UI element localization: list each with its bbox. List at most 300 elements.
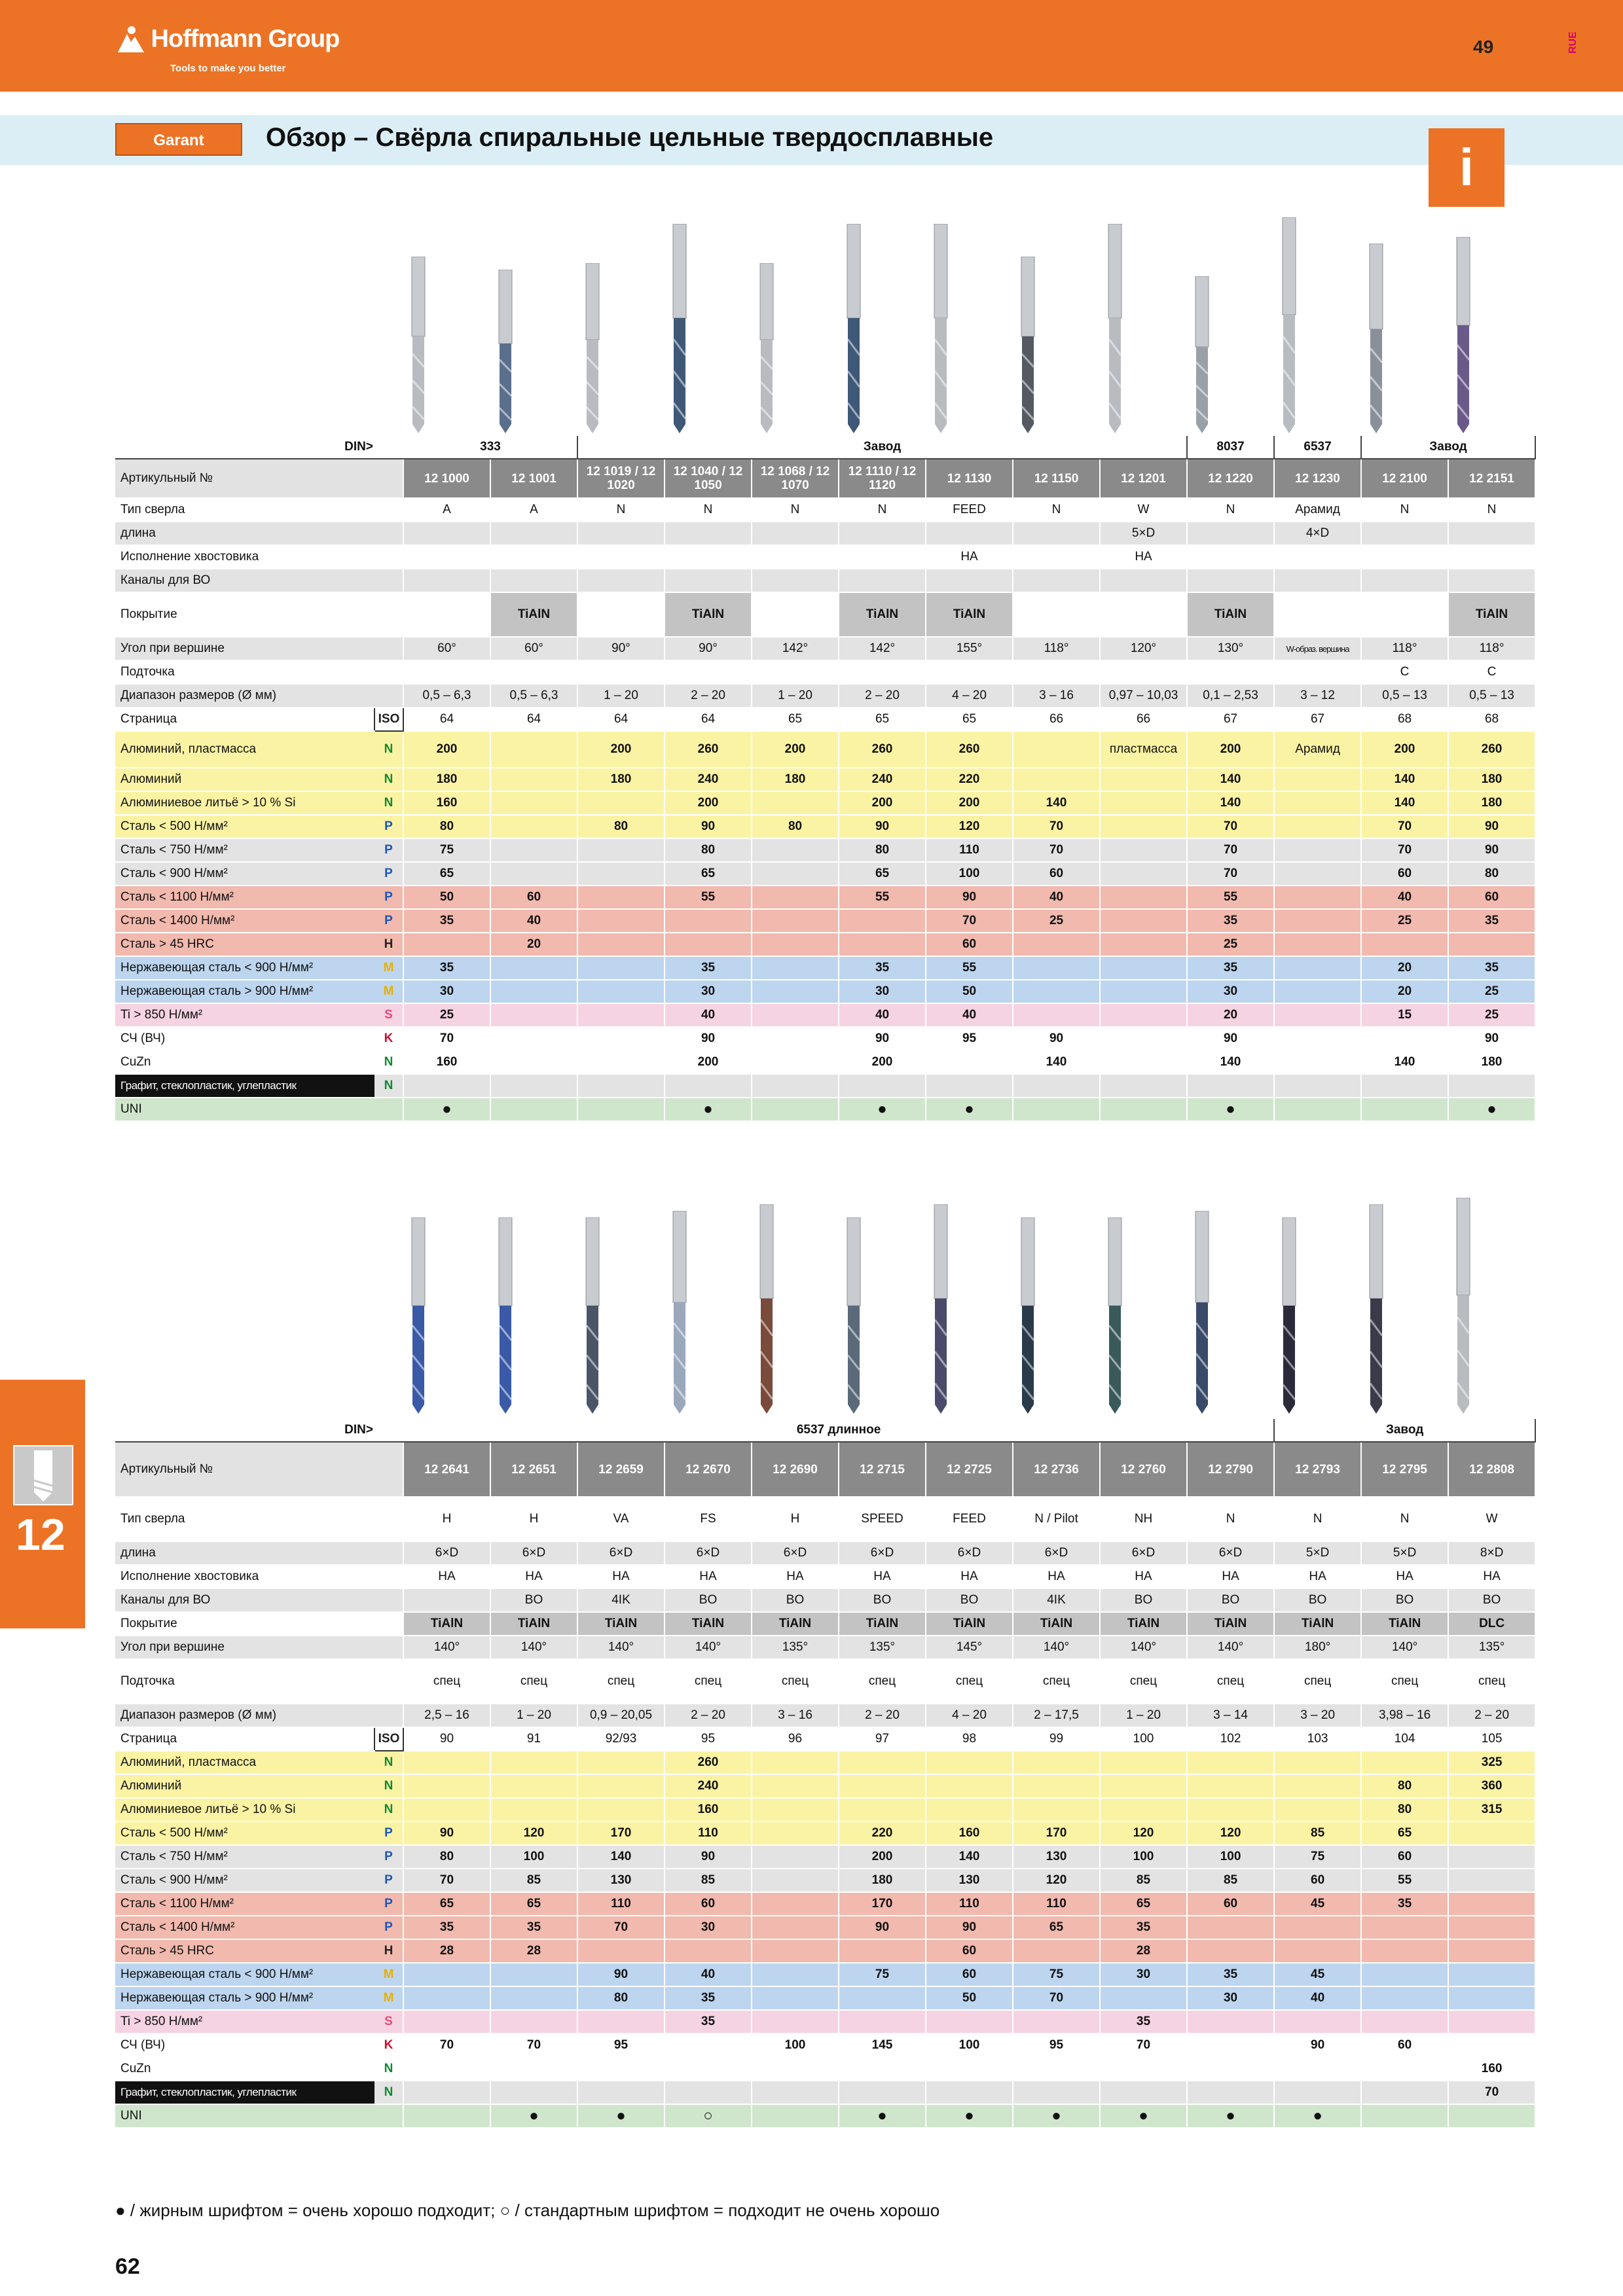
cutting-speed-cell [490,768,577,791]
shank-row-cell [839,545,926,569]
cutting-speed-cell: 120 [1187,1821,1274,1845]
cutting-speed-cell: 40 [1361,886,1448,909]
drill-type-row-cell: N [752,498,839,522]
cutting-speed-cell [1100,838,1187,862]
point-thinning-row-cell [490,660,577,684]
coolant-row-cell: BO [926,1588,1013,1612]
page-cell: 67 [1187,708,1274,731]
cutting-speed-cell: 160 [403,791,490,815]
uni-cell: ● [490,2104,577,2128]
point-angle-row-cell: 145° [926,1636,1013,1659]
cutting-speed-cell [577,886,665,909]
cutting-speed-cell: 25 [1187,933,1274,956]
point-thinning-row-cell [1100,660,1187,684]
cutting-speed-cell [1448,1869,1535,1892]
cutting-speed-cell: 95 [1013,2034,1100,2057]
cutting-speed-cell: 140 [1187,768,1274,791]
material-label: Сталь > 45 HRC [115,933,374,956]
drill-type-row-cell: N [665,498,752,522]
drill-type-row-cell: FEED [926,1497,1013,1541]
point-thinning-row-cell: спец [926,1659,1013,1704]
iso-group-P: P [374,909,403,933]
cutting-speed-cell: 75 [1013,1963,1100,1986]
length-row-cell [1187,522,1274,545]
coating-row-cell: TiAlN [577,1612,665,1636]
material-label: Алюминий [115,768,374,791]
cutting-speed-cell: 35 [1187,909,1274,933]
coolant-row-cell [752,569,839,592]
cutting-speed-cell [1013,768,1100,791]
point-thinning-row-cell [1187,660,1274,684]
cutting-speed-cell: 110 [577,1892,665,1916]
point-thinning-row-cell [1013,660,1100,684]
length-row-cell: 5×D [1274,1541,1361,1565]
cutting-speed-cell [926,1798,1013,1821]
cutting-speed-cell [839,2081,926,2104]
cutting-speed-cell [1448,1986,1535,2010]
cutting-speed-cell [577,956,665,980]
cutting-speed-cell [1013,731,1100,768]
article-number: 12 2715 [839,1442,926,1497]
cutting-speed-cell: 130 [577,1869,665,1892]
drill-image [755,1204,778,1414]
cutting-speed-cell: 100 [1100,1845,1187,1869]
cutting-speed-cell: 80 [665,838,752,862]
cutting-speed-cell: 70 [1013,1986,1100,2010]
point-angle-row-cell: 180° [1274,1636,1361,1659]
shank-row-cell: HA [1100,1565,1187,1588]
page-cell: 65 [926,708,1013,731]
material-label: Сталь < 1400 Н/мм² [115,1916,374,1939]
cutting-speed-cell: 80 [1361,1798,1448,1821]
din-group: Завод [577,436,1187,459]
material-row [115,815,1535,838]
shank-row-cell: HA [665,1565,752,1588]
cutting-speed-cell: 30 [1187,980,1274,1003]
drill-type-row-cell: N / Pilot [1013,1497,1100,1541]
point-angle-row-cell: 118° [1448,637,1535,660]
cutting-speed-cell [665,1074,752,1098]
shank-row-cell: HA [1100,545,1187,569]
coolant-row-cell [1100,569,1187,592]
iso-group-M: M [374,980,403,1003]
iso-group-H: H [374,1939,403,1963]
cutting-speed-cell: 65 [1100,1892,1187,1916]
hoffmann-logo-icon [115,25,148,54]
cutting-speed-cell [1013,980,1100,1003]
point-angle-row-cell: 140° [665,1636,752,1659]
iso-group-P: P [374,862,403,886]
cutting-speed-cell: 180 [1448,1050,1535,1074]
article-number: 12 2760 [1100,1442,1187,1497]
cutting-speed-cell: 200 [839,1050,926,1074]
point-thinning-row-cell: спец [1448,1659,1535,1704]
coating-row-cell: TiAlN [665,1612,752,1636]
page-label: Страница [115,1727,374,1751]
cutting-speed-cell [1274,1751,1361,1774]
material-row [115,909,1535,933]
cutting-speed-cell [1274,768,1361,791]
iso-header: ISO [374,1727,403,1751]
size-range-row-cell: 2 – 20 [839,1704,926,1727]
cutting-speed-cell [1187,1916,1274,1939]
material-row [115,956,1535,980]
point-angle-row-cell: 135° [839,1636,926,1659]
coating-row-cell: TiAlN [1448,592,1535,637]
page-cell: 66 [1100,708,1187,731]
garant-logo: Garant [115,123,242,156]
cutting-speed-cell: 120 [926,815,1013,838]
info-icon[interactable]: i [1429,128,1504,207]
cutting-speed-cell: 200 [839,1845,926,1869]
length-row-cell [1448,522,1535,545]
cutting-speed-cell [665,1939,752,1963]
point-thinning-row-iso-spacer [374,660,403,684]
page-cell: 99 [1013,1727,1100,1751]
cutting-speed-cell: 70 [577,1916,665,1939]
cutting-speed-cell: 70 [1187,838,1274,862]
cutting-speed-cell [1274,1916,1361,1939]
cutting-speed-cell: 55 [1361,1869,1448,1892]
cutting-speed-cell [1448,933,1535,956]
cutting-speed-cell [1100,1074,1187,1098]
cutting-speed-cell [926,1751,1013,1774]
article-number: 12 2670 [665,1442,752,1497]
material-row [115,1986,1535,2010]
uni-row [115,1098,1535,1121]
cutting-speed-cell: 240 [665,1774,752,1798]
cutting-speed-cell: 140 [577,1845,665,1869]
point-thinning-row-cell: спец [1361,1659,1448,1704]
uni-cell [1100,1098,1187,1121]
coating-row-cell: TiAlN [839,592,926,637]
cutting-speed-cell: 40 [665,1003,752,1027]
page-cell: 97 [839,1727,926,1751]
point-angle-row-cell: 140° [1187,1636,1274,1659]
cutting-speed-cell: 60 [1361,1845,1448,1869]
coating-row-cell: TiAlN [1187,592,1274,637]
point-angle-row-cell: 140° [490,1636,577,1659]
cutting-speed-cell: 30 [1100,1963,1187,1986]
cutting-speed-cell: 80 [1448,862,1535,886]
cutting-speed-cell [403,1986,490,2010]
article-number: 12 2100 [1361,459,1448,498]
material-label: Графит, стеклопластик, углепластик [115,1074,374,1098]
cutting-speed-cell [577,1074,665,1098]
cutting-speed-cell: 70 [403,2034,490,2057]
cutting-speed-cell: 140 [1361,1050,1448,1074]
cutting-speed-cell [839,909,926,933]
cutting-speed-cell [403,2057,490,2081]
drill-image [1451,1198,1475,1414]
material-label: Нержавеющая сталь < 900 Н/мм² [115,956,374,980]
material-label: Сталь > 45 HRC [115,1939,374,1963]
cutting-speed-cell: 260 [1448,731,1535,768]
cutting-speed-cell: 65 [1013,1916,1100,1939]
point-angle-row-cell: 140° [1100,1636,1187,1659]
cutting-speed-cell: 70 [1013,838,1100,862]
point-thinning-row-cell: спец [1187,1659,1274,1704]
length-row-cell: 6×D [665,1541,752,1565]
cutting-speed-cell [1013,2081,1100,2104]
cutting-speed-cell: 90 [839,1027,926,1050]
point-thinning-row-cell: спец [577,1659,665,1704]
article-number: 12 2795 [1361,1442,1448,1497]
coolant-row-iso-spacer [374,1588,403,1612]
cutting-speed-cell: 140 [1361,768,1448,791]
size-range-row-cell: 0,5 – 13 [1448,684,1535,708]
cutting-speed-cell [752,1074,839,1098]
cutting-speed-cell [926,2010,1013,2034]
cutting-speed-cell [1361,1986,1448,2010]
material-row [115,2010,1535,2034]
cutting-speed-cell [1187,1074,1274,1098]
length-row [115,1541,1535,1565]
iso-group-P: P [374,886,403,909]
cutting-speed-cell: 180 [839,1869,926,1892]
cutting-speed-cell [490,1798,577,1821]
cutting-speed-cell: 140 [1013,791,1100,815]
chapter-tab[interactable] [0,1380,85,1628]
cutting-speed-cell [1100,886,1187,909]
shank-row-cell: HA [1187,1565,1274,1588]
coating-row-cell [1100,592,1187,637]
din-iso-spacer [374,436,403,459]
material-label: Сталь < 1400 Н/мм² [115,909,374,933]
size-range-row-cell: 2,5 – 16 [403,1704,490,1727]
cutting-speed-cell: 200 [403,731,490,768]
cutting-speed-cell [490,838,577,862]
material-row [115,862,1535,886]
page-cell: 68 [1448,708,1535,731]
drill-type-row-cell: N [1361,1497,1448,1541]
iso-group-N: N [374,2057,403,2081]
coating-row-iso-spacer [374,592,403,637]
drill-image [842,224,866,433]
brand-name: Hoffmann Group [151,25,340,53]
cutting-speed-cell: 65 [1361,1821,1448,1845]
cutting-speed-cell: 70 [1448,2081,1535,2104]
cutting-speed-cell: 90 [403,1821,490,1845]
cutting-speed-cell: 85 [1100,1869,1187,1892]
page-cell: 92/93 [577,1727,665,1751]
point-angle-row-cell: 118° [1361,637,1448,660]
cutting-speed-cell [1448,2034,1535,2057]
point-thinning-row [115,660,1535,684]
article-number: 12 1220 [1187,459,1274,498]
cutting-speed-cell: 160 [1448,2057,1535,2081]
point-thinning-row-cell [403,660,490,684]
cutting-speed-cell: 60 [1361,2034,1448,2057]
cutting-speed-cell [752,1027,839,1050]
uni-cell: ● [1100,2104,1187,2128]
cutting-speed-cell: 35 [665,956,752,980]
cutting-speed-cell: 25 [1013,909,1100,933]
uni-cell [1274,1098,1361,1121]
material-row [115,1916,1535,1939]
size-range-row [115,1704,1535,1727]
coating-row-cell: TiAlN [665,592,752,637]
shank-row-cell: HA [752,1565,839,1588]
shank-row-label: Исполнение хвостовика [115,545,374,569]
cutting-speed-cell [1274,1027,1361,1050]
legend-footnote: ● / жирным шрифтом = очень хорошо подходит; ○ / стандартным шрифтом = подходит не очень хорошо [115,2200,940,2220]
iso-header: ISO [374,708,403,731]
cutting-speed-cell [577,980,665,1003]
cutting-speed-cell [752,1869,839,1892]
iso-group-N: N [374,1798,403,1821]
size-range-row-cell: 3 – 12 [1274,684,1361,708]
cutting-speed-cell [1100,1751,1187,1774]
cutting-speed-cell: 55 [665,886,752,909]
cutting-speed-cell [752,1751,839,1774]
drill-image [1451,237,1475,433]
iso-group-N: N [374,768,403,791]
cutting-speed-cell [577,862,665,886]
cutting-speed-cell: 30 [665,1916,752,1939]
article-number: 12 1110 / 12 1120 [839,459,926,498]
cutting-speed-cell: 35 [1187,956,1274,980]
size-range-row-cell: 4 – 20 [926,684,1013,708]
coating-row-label: Покрытие [115,1612,374,1636]
uni-cell [1361,2104,1448,2128]
cutting-speed-cell [577,2081,665,2104]
drill-type-row-cell: Арамид [1274,498,1361,522]
page-cell: 64 [403,708,490,731]
cutting-speed-cell: 65 [490,1892,577,1916]
point-angle-row-cell: W-образ. вершина [1274,637,1361,660]
coolant-row [115,1588,1535,1612]
uni-cell: ● [1274,2104,1361,2128]
drill-type-row [115,1497,1535,1541]
uni-cell: ● [926,1098,1013,1121]
cutting-speed-cell [752,862,839,886]
shank-row-cell: HA [926,545,1013,569]
material-label: Алюминий [115,1774,374,1798]
cutting-speed-cell: 200 [1361,731,1448,768]
cutting-speed-cell [490,1027,577,1050]
shank-row [115,545,1535,569]
length-row-cell: 8×D [1448,1541,1535,1565]
cutting-speed-cell [1274,838,1361,862]
uni-cell: ○ [665,2104,752,2128]
cutting-speed-cell [1187,1939,1274,1963]
cutting-speed-cell: 40 [665,1963,752,1986]
cutting-speed-cell [1448,1939,1535,1963]
point-angle-row-cell: 135° [1448,1636,1535,1659]
length-row-label: длина [115,522,374,545]
cutting-speed-cell [1448,1074,1535,1098]
material-row [115,933,1535,956]
drill-icon [13,1445,73,1505]
cutting-speed-cell: 45 [1274,1963,1361,1986]
iso-group-N: N [374,1751,403,1774]
cutting-speed-cell: 260 [665,731,752,768]
material-row [115,768,1535,791]
cutting-speed-cell: 260 [926,731,1013,768]
cutting-speed-cell: 70 [403,1869,490,1892]
cutting-speed-cell: 60 [665,1892,752,1916]
coolant-row-cell: 4IK [1013,1588,1100,1612]
page-cell: 90 [403,1727,490,1751]
cutting-speed-cell [1361,2057,1448,2081]
material-row [115,791,1535,815]
page-cell: 64 [577,708,665,731]
uni-cell: ● [926,2104,1013,2128]
cutting-speed-cell: 35 [1187,1963,1274,1986]
cutting-speed-cell: 60 [926,1939,1013,1963]
page-cell: 65 [839,708,926,731]
cutting-speed-cell: 35 [1100,1916,1187,1939]
cutting-speed-cell [490,2081,577,2104]
cutting-speed-cell [1361,933,1448,956]
cutting-speed-cell: 90 [1274,2034,1361,2057]
shank-row-cell: HA [403,1565,490,1588]
cutting-speed-cell: 65 [403,1892,490,1916]
cutting-speed-cell: 75 [403,838,490,862]
cutting-speed-cell [1013,933,1100,956]
length-row-cell [839,522,926,545]
material-label: Сталь < 900 Н/мм² [115,862,374,886]
cutting-speed-cell [1013,1751,1100,1774]
iso-group-M: M [374,1963,403,1986]
cutting-speed-cell: 70 [1361,838,1448,862]
cutting-speed-cell [1448,1845,1535,1869]
iso-group-K: K [374,1027,403,1050]
shank-row-cell: HA [577,1565,665,1588]
size-range-row-cell: 0,5 – 6,3 [403,684,490,708]
cutting-speed-cell [577,1027,665,1050]
cutting-speed-cell: 140 [1013,1050,1100,1074]
cutting-speed-cell: 160 [926,1821,1013,1845]
cutting-speed-cell [752,956,839,980]
shank-row-cell [1187,545,1274,569]
point-thinning-row-cell [665,660,752,684]
article-number: 12 2659 [577,1442,665,1497]
drill-type-row-cell: N [1187,498,1274,522]
cutting-speed-cell: 100 [926,862,1013,886]
length-row-cell: 4×D [1274,522,1361,545]
cutting-speed-cell [752,791,839,815]
size-range-row-iso-spacer [374,684,403,708]
cutting-speed-cell [1100,815,1187,838]
coolant-row-cell [403,569,490,592]
cutting-speed-cell [577,909,665,933]
cutting-speed-cell [1361,2081,1448,2104]
page-cell: 105 [1448,1727,1535,1751]
length-row-cell: 5×D [1361,1541,1448,1565]
coating-row-cell: TiAlN [1361,1612,1448,1636]
drill-type-row-iso-spacer [374,1497,403,1541]
cutting-speed-cell [1274,956,1361,980]
cutting-speed-cell [490,862,577,886]
cutting-speed-cell: 110 [1013,1892,1100,1916]
cutting-speed-cell [1100,909,1187,933]
cutting-speed-cell: 85 [1187,1869,1274,1892]
cutting-speed-cell: 85 [1274,1821,1361,1845]
cutting-speed-cell [752,1939,839,1963]
cutting-speed-cell [490,1050,577,1074]
material-label: СЧ (ВЧ) [115,2034,374,2057]
cutting-speed-cell: 90 [926,1916,1013,1939]
coolant-row-cell [403,1588,490,1612]
cutting-speed-cell [839,1939,926,1963]
article-number: 12 2641 [403,1442,490,1497]
point-angle-row-label: Угол при вершине [115,1636,374,1659]
cutting-speed-cell [752,2010,839,2034]
iso-group-P: P [374,1916,403,1939]
drill-image [668,1211,691,1414]
